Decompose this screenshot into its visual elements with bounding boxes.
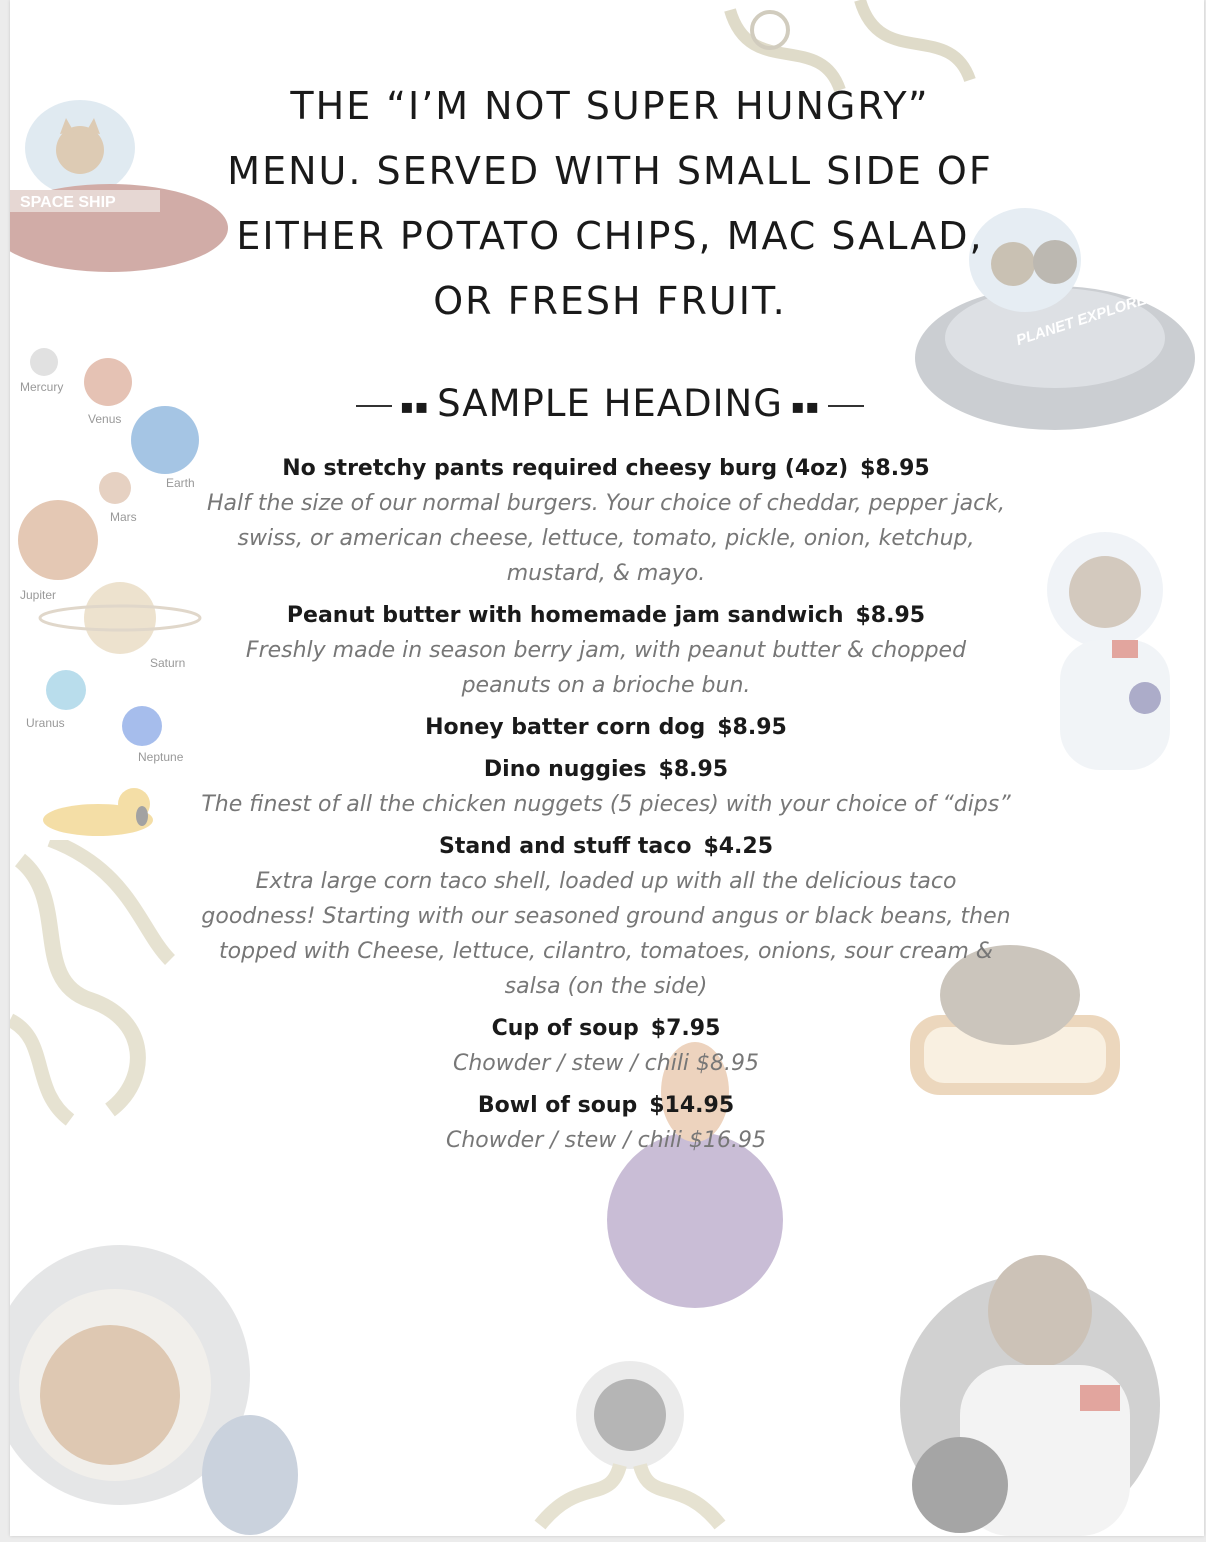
planet-label-earth: Earth — [166, 476, 195, 490]
menu-title-line: THE “I’M NOT SUPER HUNGRY” — [290, 84, 930, 128]
menu-item-name: Peanut butter with homemade jam sandwich — [286, 603, 844, 628]
menu-item — [200, 830, 1012, 1004]
planet-label-neptune: Neptune — [138, 750, 184, 764]
planets-chart-icon — [10, 340, 210, 780]
menu-item-price: $8.95 — [855, 603, 926, 628]
planet-label-mercury: Mercury — [20, 380, 64, 394]
menu-item-description: Chowder / stew / chili $16.95 — [445, 1128, 767, 1153]
menu-title — [170, 74, 1050, 334]
menu-item — [200, 753, 1012, 822]
menu-item — [200, 1089, 1012, 1158]
menu-item-price: $8.95 — [717, 715, 787, 740]
menu-item-description: The finest of all the chicken nuggets (5 pieces) with your choice of “dips” — [201, 792, 1011, 817]
menu-item — [200, 452, 1012, 591]
astronaut-cat-bottom-left-icon — [10, 1225, 310, 1536]
menu-item-name: Stand and stuff taco — [438, 834, 692, 859]
spaceship-label-right: PLANET EXPLORER — [1014, 287, 1159, 350]
menu-item-description: Chowder / stew / chili $8.95 — [452, 1051, 760, 1076]
menu-item-price: $8.95 — [860, 456, 930, 481]
planet-label-venus: Venus — [88, 412, 122, 426]
heading-ornament-left-icon: ▪▪ — [400, 393, 430, 418]
astronaut-cat-moon-icon — [890, 1225, 1170, 1536]
menu-item — [200, 1012, 1012, 1081]
spaceship-label-left: SPACE SHIP — [20, 194, 116, 211]
menu-item-price: $14.95 — [649, 1093, 735, 1118]
section-heading-text: SAMPLE HEADING — [437, 382, 783, 425]
heading-rule-left — [356, 405, 392, 407]
cartoon-dog-icon — [38, 780, 168, 840]
planet-label-saturn: Saturn — [150, 656, 186, 670]
planet-label-mars: Mars — [110, 510, 137, 524]
planet-label-jupiter: Jupiter — [20, 588, 57, 602]
menu-item-description: Extra large corn taco shell, loaded up with all the delicious taco goodness! Starting with our seasoned ground angus or black beans, then topped with Cheese, lettuce, cilantro, tomatoes, onions, sour cream & salsa (on the side) — [201, 869, 1011, 999]
octopus-astronaut-bottom-icon — [500, 1355, 760, 1536]
menu-item-price: $4.25 — [703, 834, 774, 859]
menu-item — [200, 711, 1012, 745]
section-heading — [310, 382, 910, 425]
menu-item-price: $8.95 — [658, 757, 729, 782]
menu-item-description: Half the size of our normal burgers. Your choice of cheddar, pepper jack, swiss, or american cheese, lettuce, tomato, pickle, onion, ketchup, mustard, & mayo. — [207, 491, 1005, 586]
octopus-left-icon — [10, 840, 190, 1130]
menu-page — [10, 0, 1204, 1536]
heading-rule-right — [828, 405, 864, 407]
menu-title-line: MENU. SERVED WITH SMALL SIDE OF — [227, 149, 993, 193]
menu-item-name: No stretchy pants required cheesy burg (4oz) — [282, 456, 849, 481]
menu-item-name: Bowl of soup — [477, 1093, 638, 1118]
menu-item-name: Dino nuggies — [483, 757, 647, 782]
heading-ornament-right-icon: ▪▪ — [790, 393, 820, 418]
menu-item-name: Cup of soup — [491, 1016, 639, 1041]
menu-item-price: $7.95 — [650, 1016, 721, 1041]
menu-item-list — [200, 452, 1012, 1166]
planet-label-uranus: Uranus — [26, 716, 65, 730]
menu-item — [200, 599, 1012, 703]
menu-item-name: Honey batter corn dog — [425, 715, 706, 740]
menu-title-line: OR FRESH FRUIT. — [433, 279, 787, 323]
menu-item-description: Freshly made in season berry jam, with peanut butter & chopped peanuts on a brioche bun. — [245, 638, 967, 698]
astronaut-kitten-right-icon — [1020, 530, 1200, 830]
menu-title-line: EITHER POTATO CHIPS, MAC SALAD, — [236, 214, 984, 258]
